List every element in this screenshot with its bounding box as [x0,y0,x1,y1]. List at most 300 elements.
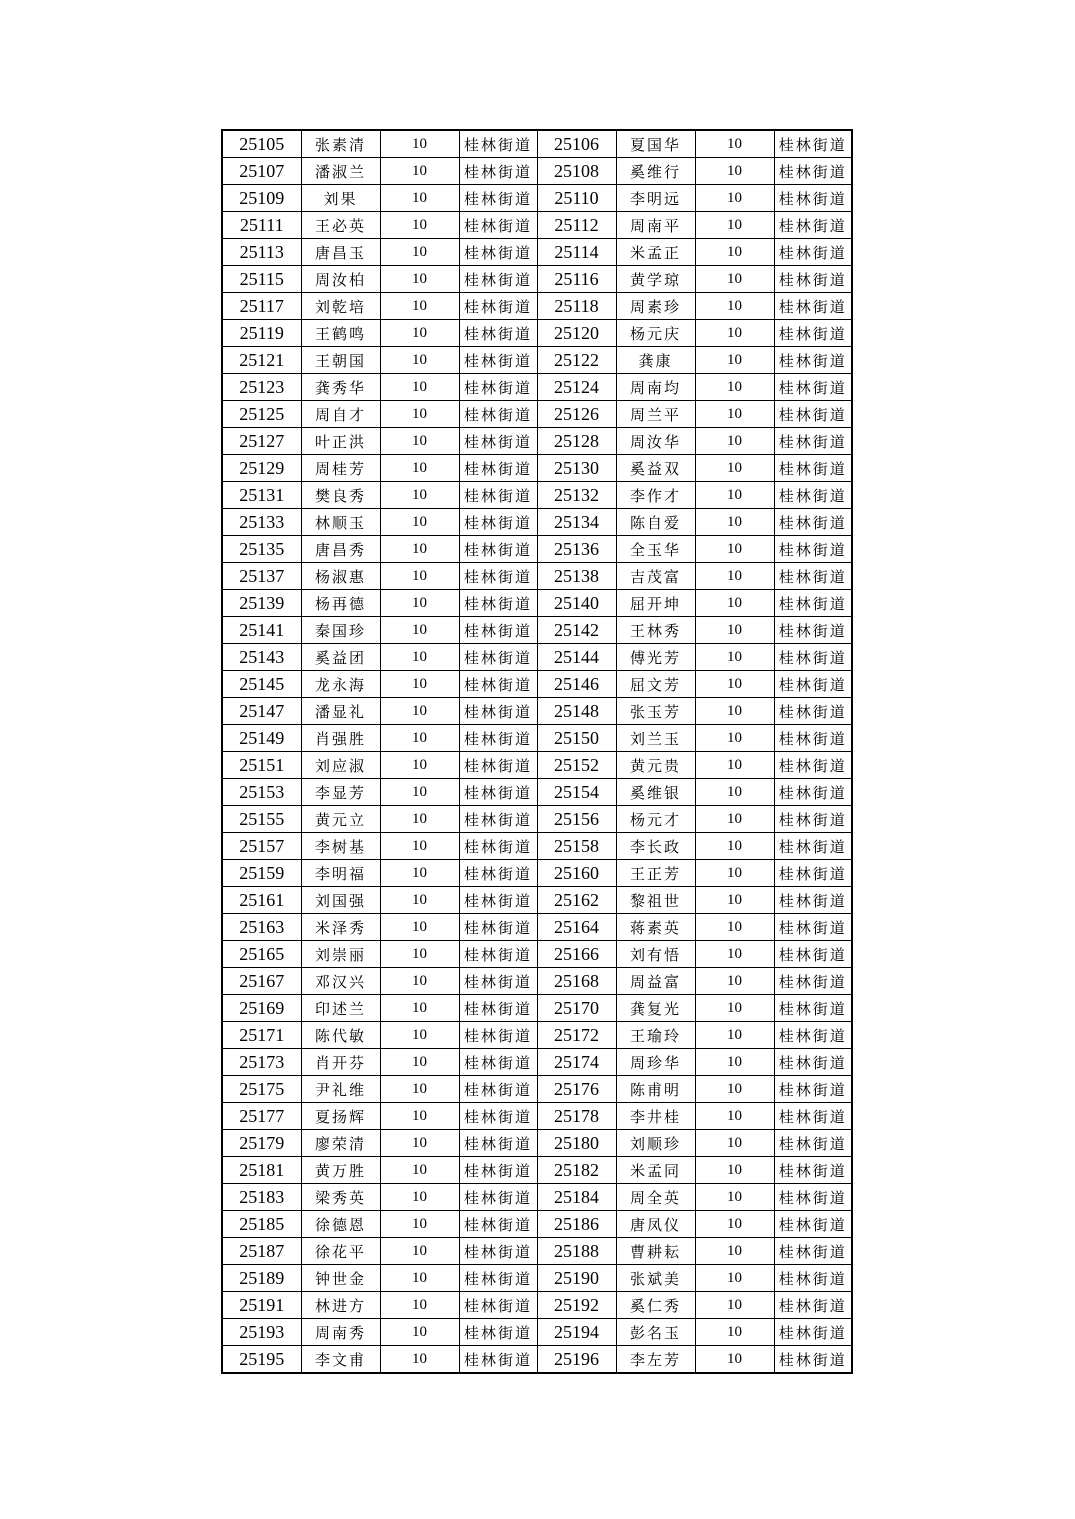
record-count-cell: 10 [380,347,459,374]
street-name-cell: 桂林街道 [459,401,537,428]
record-id-cell: 25122 [537,347,616,374]
record-count-cell: 10 [380,158,459,185]
street-name-cell: 桂林街道 [774,860,852,887]
roster-table [221,129,853,1374]
record-id-cell: 25185 [222,1211,301,1238]
record-id-cell: 25168 [537,968,616,995]
record-count-cell: 10 [380,671,459,698]
street-name-cell: 桂林街道 [459,293,537,320]
person-name-cell: 徐花平 [301,1238,380,1265]
record-count-cell: 10 [380,239,459,266]
record-count-cell: 10 [695,185,774,212]
record-id-cell: 25136 [537,536,616,563]
roster-body [222,130,852,1373]
person-name-cell: 奚维行 [616,158,695,185]
record-id-cell: 25177 [222,1103,301,1130]
record-count-cell: 10 [695,1157,774,1184]
street-name-cell: 桂林街道 [459,1211,537,1238]
record-id-cell: 25182 [537,1157,616,1184]
street-name-cell: 桂林街道 [459,671,537,698]
person-name-cell: 奚仁秀 [616,1292,695,1319]
person-name-cell: 李明福 [301,860,380,887]
table-row [222,968,852,995]
record-count-cell: 10 [695,1265,774,1292]
street-name-cell: 桂林街道 [774,266,852,293]
table-row [222,644,852,671]
street-name-cell: 桂林街道 [459,482,537,509]
record-id-cell: 25183 [222,1184,301,1211]
record-id-cell: 25194 [537,1319,616,1346]
table-row [222,752,852,779]
person-name-cell: 钟世金 [301,1265,380,1292]
record-count-cell: 10 [695,509,774,536]
person-name-cell: 李树基 [301,833,380,860]
person-name-cell: 李文甫 [301,1346,380,1374]
record-id-cell: 25117 [222,293,301,320]
street-name-cell: 桂林街道 [459,752,537,779]
person-name-cell: 周自才 [301,401,380,428]
street-name-cell: 桂林街道 [774,752,852,779]
record-id-cell: 25140 [537,590,616,617]
street-name-cell: 桂林街道 [774,212,852,239]
record-count-cell: 10 [695,428,774,455]
street-name-cell: 桂林街道 [774,698,852,725]
street-name-cell: 桂林街道 [459,239,537,266]
record-count-cell: 10 [695,374,774,401]
table-row [222,914,852,941]
street-name-cell: 桂林街道 [459,509,537,536]
record-count-cell: 10 [380,1184,459,1211]
record-count-cell: 10 [695,590,774,617]
record-count-cell: 10 [695,1049,774,1076]
person-name-cell: 杨元庆 [616,320,695,347]
street-name-cell: 桂林街道 [459,563,537,590]
street-name-cell: 桂林街道 [774,671,852,698]
street-name-cell: 桂林街道 [459,536,537,563]
person-name-cell: 邓汉兴 [301,968,380,995]
person-name-cell: 彭名玉 [616,1319,695,1346]
record-id-cell: 25133 [222,509,301,536]
street-name-cell: 桂林街道 [774,995,852,1022]
record-id-cell: 25142 [537,617,616,644]
person-name-cell: 周汝华 [616,428,695,455]
record-count-cell: 10 [380,1103,459,1130]
person-name-cell: 刘顺珍 [616,1130,695,1157]
person-name-cell: 印述兰 [301,995,380,1022]
record-count-cell: 10 [380,887,459,914]
table-row [222,320,852,347]
person-name-cell: 李作才 [616,482,695,509]
street-name-cell: 桂林街道 [459,1265,537,1292]
record-id-cell: 25184 [537,1184,616,1211]
record-count-cell: 10 [380,293,459,320]
street-name-cell: 桂林街道 [459,374,537,401]
record-count-cell: 10 [695,482,774,509]
record-count-cell: 10 [380,1049,459,1076]
record-id-cell: 25178 [537,1103,616,1130]
person-name-cell: 周南均 [616,374,695,401]
record-id-cell: 25158 [537,833,616,860]
record-id-cell: 25135 [222,536,301,563]
record-id-cell: 25195 [222,1346,301,1374]
street-name-cell: 桂林街道 [774,374,852,401]
person-name-cell: 刘果 [301,185,380,212]
person-name-cell: 刘应淑 [301,752,380,779]
record-id-cell: 25144 [537,644,616,671]
record-count-cell: 10 [380,401,459,428]
record-id-cell: 25150 [537,725,616,752]
person-name-cell: 王正芳 [616,860,695,887]
person-name-cell: 梁秀英 [301,1184,380,1211]
record-id-cell: 25124 [537,374,616,401]
record-count-cell: 10 [695,941,774,968]
person-name-cell: 曹耕耘 [616,1238,695,1265]
table-row [222,1238,852,1265]
person-name-cell: 李井桂 [616,1103,695,1130]
person-name-cell: 尹礼维 [301,1076,380,1103]
record-count-cell: 10 [380,968,459,995]
street-name-cell: 桂林街道 [774,1049,852,1076]
person-name-cell: 龙永海 [301,671,380,698]
street-name-cell: 桂林街道 [774,563,852,590]
record-count-cell: 10 [695,806,774,833]
record-id-cell: 25130 [537,455,616,482]
record-count-cell: 10 [380,1319,459,1346]
table-row [222,185,852,212]
street-name-cell: 桂林街道 [459,590,537,617]
street-name-cell: 桂林街道 [774,968,852,995]
person-name-cell: 周兰平 [616,401,695,428]
street-name-cell: 桂林街道 [774,130,852,158]
person-name-cell: 黄学琼 [616,266,695,293]
street-name-cell: 桂林街道 [774,185,852,212]
table-row [222,941,852,968]
person-name-cell: 刘崇丽 [301,941,380,968]
person-name-cell: 廖荣清 [301,1130,380,1157]
person-name-cell: 唐凤仪 [616,1211,695,1238]
table-row [222,887,852,914]
record-count-cell: 10 [380,590,459,617]
record-id-cell: 25147 [222,698,301,725]
table-row [222,158,852,185]
record-count-cell: 10 [695,968,774,995]
person-name-cell: 傅光芳 [616,644,695,671]
record-count-cell: 10 [380,914,459,941]
record-count-cell: 10 [380,1292,459,1319]
record-id-cell: 25154 [537,779,616,806]
record-id-cell: 25139 [222,590,301,617]
street-name-cell: 桂林街道 [774,428,852,455]
person-name-cell: 夏国华 [616,130,695,158]
street-name-cell: 桂林街道 [774,617,852,644]
record-id-cell: 25156 [537,806,616,833]
person-name-cell: 杨淑惠 [301,563,380,590]
person-name-cell: 李显芳 [301,779,380,806]
person-name-cell: 周南平 [616,212,695,239]
record-id-cell: 25114 [537,239,616,266]
record-id-cell: 25132 [537,482,616,509]
street-name-cell: 桂林街道 [774,1238,852,1265]
record-count-cell: 10 [695,698,774,725]
record-count-cell: 10 [380,212,459,239]
person-name-cell: 黄万胜 [301,1157,380,1184]
record-count-cell: 10 [695,1130,774,1157]
record-id-cell: 25109 [222,185,301,212]
record-id-cell: 25126 [537,401,616,428]
record-id-cell: 25196 [537,1346,616,1374]
street-name-cell: 桂林街道 [459,968,537,995]
street-name-cell: 桂林街道 [774,941,852,968]
record-id-cell: 25125 [222,401,301,428]
street-name-cell: 桂林街道 [774,1076,852,1103]
record-id-cell: 25123 [222,374,301,401]
person-name-cell: 周益富 [616,968,695,995]
street-name-cell: 桂林街道 [459,455,537,482]
record-count-cell: 10 [695,1184,774,1211]
record-count-cell: 10 [695,1238,774,1265]
record-count-cell: 10 [695,1346,774,1374]
record-count-cell: 10 [695,401,774,428]
record-count-cell: 10 [380,185,459,212]
record-count-cell: 10 [695,887,774,914]
table-row [222,1265,852,1292]
record-count-cell: 10 [380,698,459,725]
table-row [222,428,852,455]
person-name-cell: 唐昌玉 [301,239,380,266]
person-name-cell: 肖强胜 [301,725,380,752]
street-name-cell: 桂林街道 [459,320,537,347]
record-id-cell: 25164 [537,914,616,941]
street-name-cell: 桂林街道 [459,698,537,725]
record-count-cell: 10 [380,617,459,644]
person-name-cell: 周全英 [616,1184,695,1211]
street-name-cell: 桂林街道 [774,833,852,860]
record-count-cell: 10 [695,1103,774,1130]
record-id-cell: 25105 [222,130,301,158]
record-id-cell: 25149 [222,725,301,752]
record-id-cell: 25129 [222,455,301,482]
person-name-cell: 徐德恩 [301,1211,380,1238]
record-count-cell: 10 [695,1076,774,1103]
person-name-cell: 龚秀华 [301,374,380,401]
table-row [222,698,852,725]
person-name-cell: 李左芳 [616,1346,695,1374]
street-name-cell: 桂林街道 [774,482,852,509]
person-name-cell: 黄元立 [301,806,380,833]
record-count-cell: 10 [695,671,774,698]
table-row [222,455,852,482]
record-count-cell: 10 [695,1022,774,1049]
table-row [222,806,852,833]
person-name-cell: 全玉华 [616,536,695,563]
record-count-cell: 10 [380,833,459,860]
street-name-cell: 桂林街道 [459,1049,537,1076]
table-row [222,995,852,1022]
street-name-cell: 桂林街道 [459,617,537,644]
record-count-cell: 10 [695,617,774,644]
record-count-cell: 10 [380,536,459,563]
street-name-cell: 桂林街道 [774,1184,852,1211]
street-name-cell: 桂林街道 [774,1157,852,1184]
person-name-cell: 屈文芳 [616,671,695,698]
table-row [222,833,852,860]
record-count-cell: 10 [695,779,774,806]
record-count-cell: 10 [695,1319,774,1346]
person-name-cell: 秦国珍 [301,617,380,644]
person-name-cell: 陈代敏 [301,1022,380,1049]
street-name-cell: 桂林街道 [459,1022,537,1049]
record-id-cell: 25187 [222,1238,301,1265]
record-id-cell: 25186 [537,1211,616,1238]
record-count-cell: 10 [380,374,459,401]
table-row [222,860,852,887]
record-id-cell: 25160 [537,860,616,887]
table-row [222,725,852,752]
record-count-cell: 10 [695,752,774,779]
record-id-cell: 25167 [222,968,301,995]
record-id-cell: 25113 [222,239,301,266]
person-name-cell: 刘乾培 [301,293,380,320]
street-name-cell: 桂林街道 [774,1103,852,1130]
table-row [222,590,852,617]
street-name-cell: 桂林街道 [774,1211,852,1238]
record-count-cell: 10 [695,833,774,860]
record-id-cell: 25161 [222,887,301,914]
person-name-cell: 刘国强 [301,887,380,914]
record-count-cell: 10 [695,455,774,482]
record-count-cell: 10 [695,1211,774,1238]
person-name-cell: 潘显礼 [301,698,380,725]
record-id-cell: 25134 [537,509,616,536]
street-name-cell: 桂林街道 [774,1130,852,1157]
street-name-cell: 桂林街道 [459,1184,537,1211]
record-id-cell: 25143 [222,644,301,671]
record-count-cell: 10 [380,752,459,779]
record-id-cell: 25170 [537,995,616,1022]
table-row [222,239,852,266]
table-row [222,401,852,428]
table-row [222,1157,852,1184]
record-count-cell: 10 [380,1265,459,1292]
person-name-cell: 林顺玉 [301,509,380,536]
street-name-cell: 桂林街道 [774,401,852,428]
record-count-cell: 10 [380,266,459,293]
record-id-cell: 25148 [537,698,616,725]
street-name-cell: 桂林街道 [774,320,852,347]
person-name-cell: 龚康 [616,347,695,374]
street-name-cell: 桂林街道 [774,158,852,185]
street-name-cell: 桂林街道 [774,509,852,536]
record-id-cell: 25111 [222,212,301,239]
record-count-cell: 10 [695,320,774,347]
person-name-cell: 李明远 [616,185,695,212]
table-row [222,509,852,536]
record-count-cell: 10 [380,1238,459,1265]
record-id-cell: 25188 [537,1238,616,1265]
record-id-cell: 25193 [222,1319,301,1346]
record-count-cell: 10 [380,320,459,347]
record-count-cell: 10 [695,347,774,374]
person-name-cell: 唐昌秀 [301,536,380,563]
table-row [222,1211,852,1238]
person-name-cell: 周汝柏 [301,266,380,293]
record-count-cell: 10 [380,995,459,1022]
record-id-cell: 25153 [222,779,301,806]
record-id-cell: 25176 [537,1076,616,1103]
record-count-cell: 10 [695,130,774,158]
table-row [222,1319,852,1346]
street-name-cell: 桂林街道 [774,1022,852,1049]
street-name-cell: 桂林街道 [774,590,852,617]
street-name-cell: 桂林街道 [774,1319,852,1346]
record-id-cell: 25138 [537,563,616,590]
table-row [222,1292,852,1319]
record-count-cell: 10 [380,130,459,158]
person-name-cell: 潘淑兰 [301,158,380,185]
record-id-cell: 25107 [222,158,301,185]
table-row [222,347,852,374]
street-name-cell: 桂林街道 [459,725,537,752]
street-name-cell: 桂林街道 [459,1157,537,1184]
table-row [222,374,852,401]
street-name-cell: 桂林街道 [459,833,537,860]
record-id-cell: 25120 [537,320,616,347]
record-count-cell: 10 [380,644,459,671]
table-row [222,1346,852,1374]
record-id-cell: 25166 [537,941,616,968]
person-name-cell: 杨再德 [301,590,380,617]
record-count-cell: 10 [380,1076,459,1103]
street-name-cell: 桂林街道 [774,887,852,914]
record-count-cell: 10 [380,482,459,509]
person-name-cell: 王必英 [301,212,380,239]
person-name-cell: 夏扬辉 [301,1103,380,1130]
record-count-cell: 10 [380,1211,459,1238]
street-name-cell: 桂林街道 [459,1346,537,1374]
person-name-cell: 张玉芳 [616,698,695,725]
record-id-cell: 25145 [222,671,301,698]
street-name-cell: 桂林街道 [459,914,537,941]
person-name-cell: 张素清 [301,130,380,158]
street-name-cell: 桂林街道 [459,860,537,887]
person-name-cell: 王朝国 [301,347,380,374]
record-id-cell: 25110 [537,185,616,212]
record-count-cell: 10 [695,644,774,671]
street-name-cell: 桂林街道 [774,779,852,806]
street-name-cell: 桂林街道 [459,1103,537,1130]
person-name-cell: 张斌美 [616,1265,695,1292]
table-row [222,536,852,563]
street-name-cell: 桂林街道 [459,212,537,239]
street-name-cell: 桂林街道 [774,1292,852,1319]
record-id-cell: 25146 [537,671,616,698]
street-name-cell: 桂林街道 [774,1346,852,1374]
person-name-cell: 叶正洪 [301,428,380,455]
street-name-cell: 桂林街道 [459,779,537,806]
person-name-cell: 米泽秀 [301,914,380,941]
record-id-cell: 25127 [222,428,301,455]
street-name-cell: 桂林街道 [459,130,537,158]
person-name-cell: 龚复光 [616,995,695,1022]
table-row [222,1076,852,1103]
record-count-cell: 10 [695,158,774,185]
record-count-cell: 10 [380,941,459,968]
person-name-cell: 周桂芳 [301,455,380,482]
person-name-cell: 周南秀 [301,1319,380,1346]
table-row [222,617,852,644]
street-name-cell: 桂林街道 [459,1076,537,1103]
person-name-cell: 陈甫明 [616,1076,695,1103]
